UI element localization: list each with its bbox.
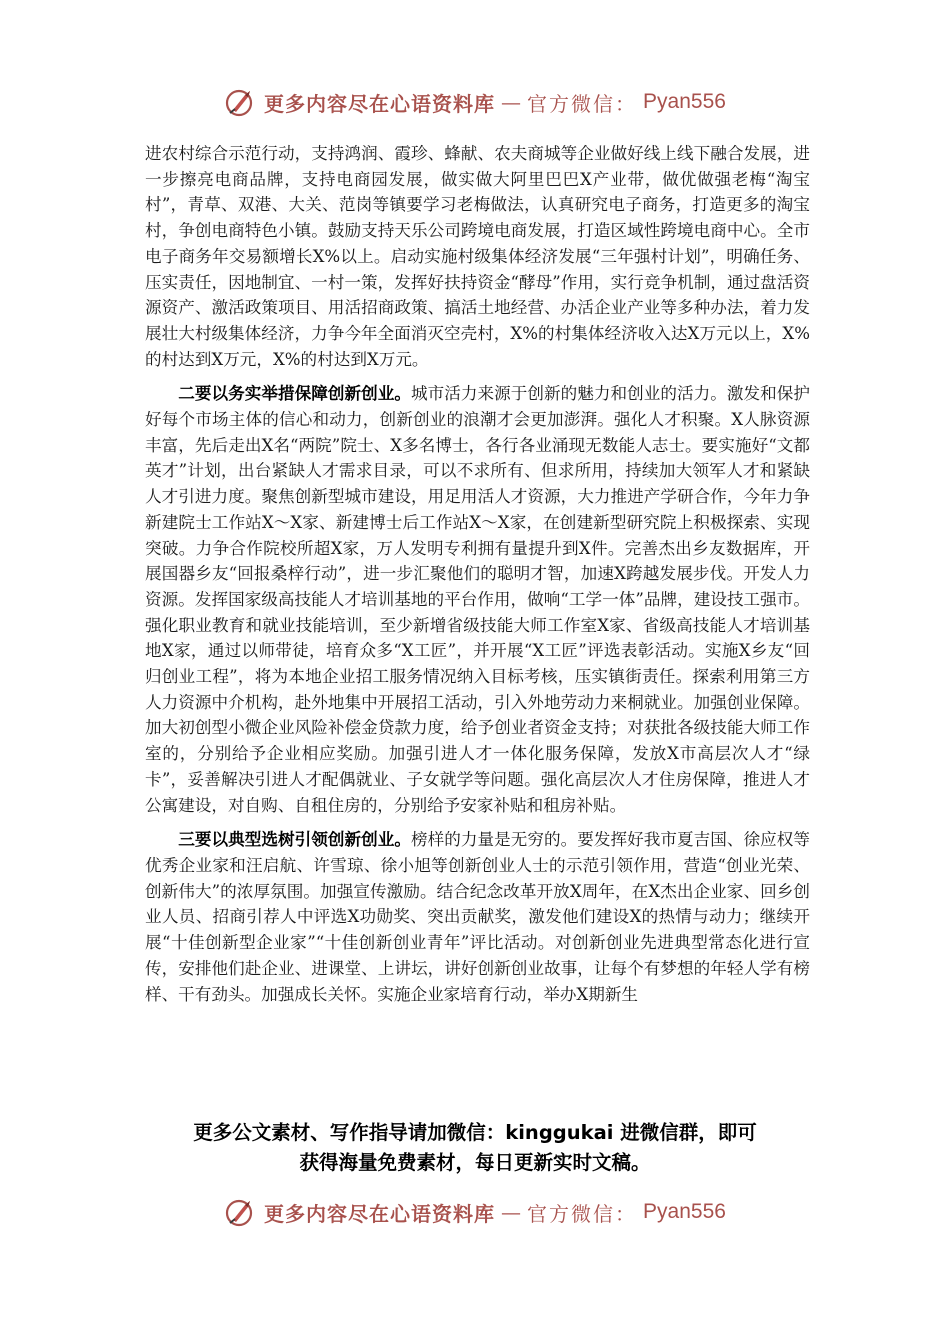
promo-line-2: 获得海量免费素材，每日更新实时文稿。 [299,1151,651,1174]
header-banner-separator: — [501,90,522,114]
paragraph-2 [145,381,810,818]
footer-banner-main: 更多内容尽在心语资料库 [264,1201,496,1226]
pen-logo-icon [224,85,258,119]
paragraph-3-text: 榜样的力量是无穷的。要发挥好我市夏吉国、徐应权等优秀企业家和汪启航、许雪琼、徐小旭等创新创业人士的示范引领作用，营造“创业光荣、创新伟大”的浓厚氛围。加强宣传激励。结合纪念改革开放X周年，在X杰出企业家、回乡创业人员、招商引荐人中评选X功勋奖、突出贡献奖，激发他们建设X的热情与动力；继续开展“十佳创新型企业家”“十佳创新创业青年”评比活动。对创新创业先进典型常态化进行宣传，安排他们赴企业、进课堂、上讲坛，讲好创新创业故事，让每个有梦想的年轻人学有榜样、干有劲头。加强成长关怀。实施企业家培育行动，举办X期新生 [145,830,811,1004]
paragraph-2-lead: 二要以务实举措保障创新创业。 [178,383,411,404]
footer-banner [0,1192,950,1232]
header-banner-main: 更多内容尽在心语资料库 [264,91,496,116]
footer-banner-id: Pyan556 [643,1200,726,1223]
document-body [145,141,810,1016]
paragraph-2-text: 城市活力来源于创新的魅力和创业的活力。激发和保护好每个市场主体的信心和动力，创新创业的浪潮才会更加澎湃。强化人才积聚。X人脉资源丰富，先后走出X名“两院”院士、X多名博士，各行各业涌现无数能人志士。要实施好“文都英才”计划，出台紧缺人才需求目录，可以不求所有、但求所用，持续加大领军人才和紧缺人才引进力度。聚焦创新型城市建设，用足用活人才资源，大力推进产学研合作，今年力争新建院士工作站X～X家、新建博士后工作站X～X家，在创建新型研究院上积极探索、实现突破。力争合作院校所超X家，万人发明专利拥有量提升到X件。完善杰出乡友数据库，开展国器乡友“回报桑梓行动”，进一步汇聚他们的聪明才智，加速X跨越发展步伐。开发人力资源。发挥国家级高技能人才培训基地的平台作用，做响“工学一体”品牌，建设技工强市。强化职业教育和就业技能培训，至少新增省级技能大师工作室X家、省级高技能人才培训基地X家，通过以师带徒，培育众多“X工匠”，并开展“X工匠”评选表彰活动。实施X乡友“回归创业工程”，将为本地企业招工服务情况纳入目标考核，压实镇街责任。探索利用第三方人力资源中介机构，赴外地集中开展招工活动，引入外地劳动力来桐就业。加强创业保障。加大初创型小微企业风险补偿金贷款力度，给予创业者资金支持；对获批各级技能大师工作室的，分别给予企业相应奖励。加强引进人才一体化服务保障，发放X市高层次人才“绿卡”，妥善解决引进人才配偶就业、子女就学等问题。强化高层次人才住房保障，推进人才公寓建设，对自购、自租住房的，分别给予安家补贴和租房补贴。 [145,384,811,815]
header-banner-id: Pyan556 [643,90,726,113]
paragraph-3-lead: 三要以典型选树引领创新创业。 [178,829,411,850]
header-banner [0,82,950,122]
paragraph-3 [145,827,810,1007]
paragraph-1 [145,141,810,372]
footer-banner-label: 官方微信： [527,1201,638,1226]
paragraph-1-text: 进农村综合示范行动，支持鸿润、霞珍、蜂献、农夫商城等企业做好线上线下融合发展，进一步擦亮电商品牌，支持电商园发展，做实做大阿里巴巴X产业带，做优做强老梅“淘宝村”，青草、双港、大关、范岗等镇要学习老梅做法，认真研究电子商务，打造更多的淘宝村，争创电商特色小镇。鼓励支持天乐公司跨境电商发展，打造区域性跨境电商中心。全市电子商务年交易额增长X%以上。启动实施村级集体经济发展“三年强村计划”，明确任务、压实责任，因地制宜、一村一策，发挥好扶持资金“酵母”作用，实行竞争机制，通过盘活资源资产、激活政策项目、用活招商政策、搞活土地经营、办活企业产业等多种办法，着力发展壮大村级集体经济，力争今年全面消灭空壳村，X%的村集体经济收入达X万元以上，X%的村达到X万元，X%的村达到X万元。 [145,144,810,369]
promo-notice [100,1118,850,1178]
promo-line-1: 更多公文素材、写作指导请加微信：kinggukai 进微信群，即可 [193,1121,757,1144]
header-banner-label: 官方微信： [527,91,638,116]
pen-logo-icon [224,1195,258,1229]
footer-banner-separator: — [501,1200,522,1224]
